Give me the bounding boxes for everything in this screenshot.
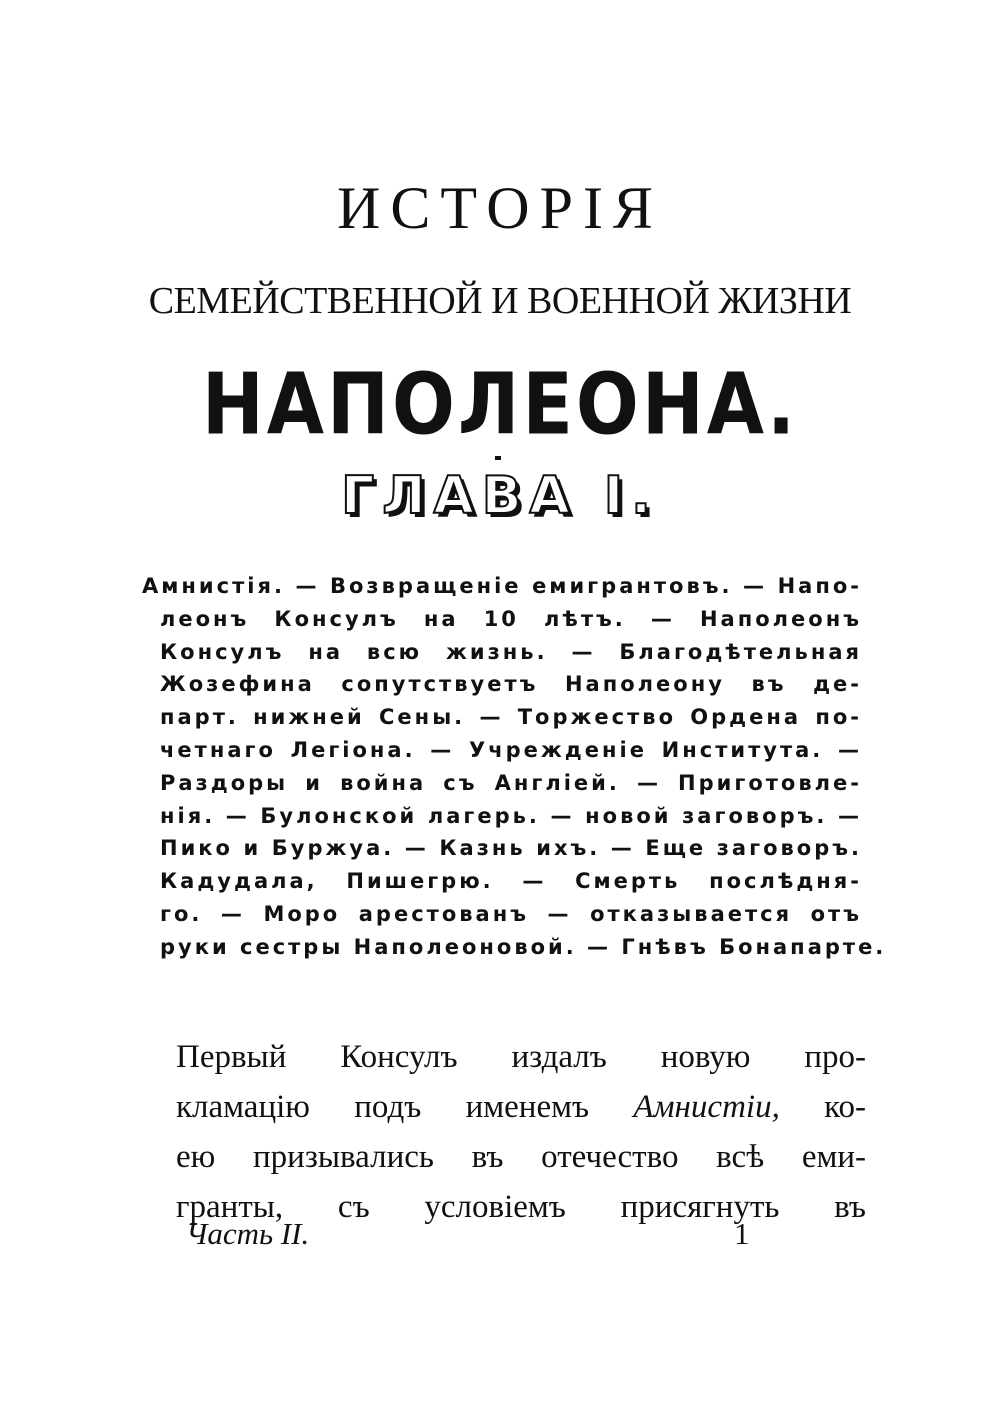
- summary-line: парт. нижней Сены. — Торжество Ордена по-: [160, 705, 862, 730]
- body-text-run: ко-: [824, 1089, 866, 1125]
- body-text-run: кламацію подъ именемъ: [176, 1089, 590, 1125]
- summary-line: Кадудала, Пишегрю. — Смерть послѣдня-: [160, 869, 862, 894]
- summary-line: руки сестры Наполеоновой. — Гнѣвъ Бонапарте.: [160, 934, 887, 959]
- summary-line: нія. — Булонской лагерь. — новой заговоръ. —: [160, 803, 862, 828]
- summary-line: Жозефина сопутствуетъ Наполеону въ де-: [160, 672, 862, 697]
- body-line: Первый Консулъ издалъ новую про-: [176, 1039, 866, 1075]
- volume-part-label: Часть II.: [186, 1216, 310, 1251]
- summary-line: Пико и Буржуа. — Казнь ихъ. — Еще заговоръ.: [160, 836, 862, 861]
- body-paragraph: [176, 1032, 866, 1232]
- summary-line: го. — Моро арестованъ — отказывается отъ: [160, 901, 862, 926]
- main-title: ИСТОРІЯ: [337, 175, 663, 241]
- chapter-summary: [142, 570, 887, 964]
- page-number: 1: [734, 1216, 750, 1251]
- body-line: [176, 1082, 866, 1132]
- summary-line: леонъ Консулъ на 10 лѣтъ. — Наполеонъ: [160, 606, 862, 631]
- summary-line: Консулъ на всю жизнь. — Благодѣтельная: [160, 639, 862, 664]
- body-line: ею призывались въ отечество всѣ еми-: [176, 1139, 866, 1175]
- summary-line: четнаго Легіона. — Учрежденіе Института. —: [160, 737, 862, 762]
- hero-name-heading: НАПОЛЕОНА.: [201, 355, 799, 454]
- chapter-heading: ГЛАВА I.: [341, 466, 659, 526]
- body-line: гранты, съ условіемъ присягнуть въ: [176, 1189, 866, 1225]
- ornament-dot: [495, 456, 501, 460]
- subtitle: СЕМЕЙСТВЕННОЙ И ВОЕННОЙ ЖИЗНИ: [148, 280, 852, 322]
- amnesty-term: Амнистіи,: [633, 1089, 780, 1125]
- summary-line: Амнистія. — Возвращеніе емигрантовъ. — Напо-: [142, 574, 862, 598]
- summary-line: Раздоры и война съ Англіей. — Приготовле-: [160, 770, 862, 795]
